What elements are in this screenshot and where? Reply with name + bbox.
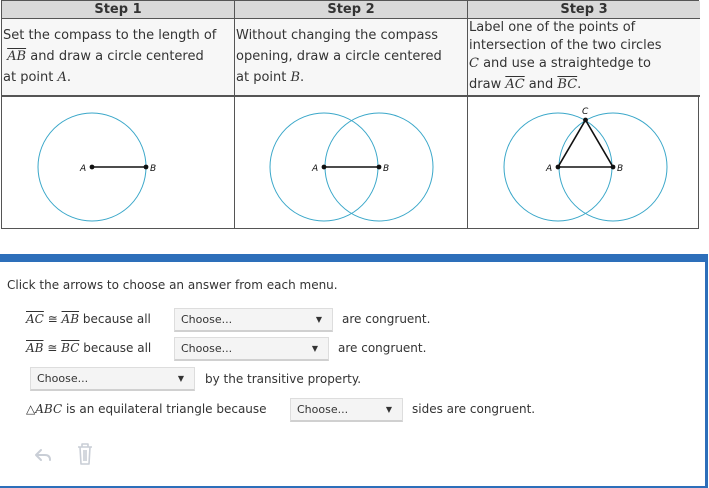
segment-ac: $\overline{AC}$ <box>26 312 44 326</box>
answer-row-4 <box>26 402 267 416</box>
dot-a <box>90 165 95 170</box>
dot-a <box>556 165 561 170</box>
dropdown-3[interactable] <box>30 367 195 391</box>
step1-header: Step 1 <box>2 1 235 19</box>
step1-figure <box>2 97 235 228</box>
trash-icon[interactable] <box>75 442 95 470</box>
step3-text: intersection of the two circles <box>469 38 662 53</box>
dropdown-4-value: Choose... <box>297 403 349 416</box>
row-4-suffix: sides are congruent. <box>412 402 536 416</box>
congruent-symbol: ≅ <box>43 341 62 355</box>
segment-ab: $\overline{AB}$ <box>7 49 27 64</box>
answer-panel <box>0 254 708 488</box>
period: . <box>66 70 72 85</box>
label-a: A <box>312 164 319 174</box>
step1-diagram <box>2 97 234 228</box>
step1-text: Set the compass to the length of <box>3 28 217 43</box>
step1-text: and draw a circle centered <box>26 49 204 64</box>
chevron-down-icon: ▼ <box>315 315 322 324</box>
step2-header: Step 2 <box>235 1 468 19</box>
step3-figure <box>468 97 700 228</box>
segment-ac: $\overline{AC}$ <box>505 77 525 92</box>
point-b: B <box>290 70 301 85</box>
step1-description <box>2 19 235 97</box>
row-3-suffix: by the transitive property. <box>205 372 362 386</box>
undo-icon[interactable] <box>33 445 53 469</box>
segment-bc: $\overline{BC}$ <box>557 77 578 92</box>
chevron-down-icon: ▼ <box>385 405 392 414</box>
step2-text: opening, draw a circle centered <box>236 49 442 64</box>
label-b: B <box>150 164 157 174</box>
period: . <box>300 70 305 85</box>
instructions: Click the arrows to choose an answer from each menu. <box>7 278 338 292</box>
answer-row-2 <box>26 341 151 355</box>
step3-diagram <box>468 97 700 228</box>
label-c: C <box>582 107 589 117</box>
dot-b <box>144 165 149 170</box>
point-c: C <box>469 56 479 71</box>
label-b: B <box>383 164 390 174</box>
period: . <box>577 77 582 92</box>
answer-panel-body <box>0 262 705 486</box>
step3-description <box>468 19 700 97</box>
answer-row-1 <box>26 312 151 326</box>
congruent-symbol: ≅ <box>43 312 62 326</box>
step2-text: at point <box>236 70 291 85</box>
row-2-suffix: are congruent. <box>338 341 427 355</box>
step3-text: draw <box>469 77 506 92</box>
dropdown-1[interactable] <box>174 308 333 332</box>
label-a: A <box>80 164 87 174</box>
step2-diagram <box>235 97 467 228</box>
because-text: because all <box>79 341 152 355</box>
dot-b <box>377 165 382 170</box>
dropdown-1-value: Choose... <box>181 313 233 326</box>
dropdown-2[interactable] <box>174 337 329 361</box>
triangle-symbol: △ <box>26 402 36 416</box>
label-a: A <box>546 164 553 174</box>
segment-ab: $\overline{AB}$ <box>26 341 44 355</box>
construction-table <box>1 0 699 229</box>
dot-b <box>611 165 616 170</box>
label-b: B <box>617 164 624 174</box>
chevron-down-icon: ▼ <box>177 374 184 383</box>
triangle-name: ABC <box>35 402 63 416</box>
because-text: is an equilateral triangle because <box>62 402 267 416</box>
dot-c <box>583 118 588 123</box>
dot-a <box>322 165 327 170</box>
step3-text: Label one of the points of <box>469 20 636 35</box>
dropdown-2-value: Choose... <box>181 342 233 355</box>
because-text: because all <box>79 312 151 326</box>
segment-ab: $\overline{AB}$ <box>61 312 80 326</box>
dropdown-4[interactable] <box>290 398 403 422</box>
step2-figure <box>235 97 468 228</box>
point-a: A <box>57 70 67 85</box>
step3-header: Step 3 <box>468 1 700 19</box>
and-text: and <box>524 77 558 92</box>
chevron-down-icon: ▼ <box>311 344 318 353</box>
dropdown-3-value: Choose... <box>37 372 89 385</box>
segment-bc: $\overline{BC}$ <box>61 341 80 355</box>
step3-text: and use a straightedge to <box>478 56 651 71</box>
triangle-abc <box>558 120 613 167</box>
step2-text: Without changing the compass <box>236 28 439 43</box>
step1-text: at point <box>3 70 58 85</box>
row-1-suffix: are congruent. <box>342 312 431 326</box>
step2-description <box>235 19 468 97</box>
